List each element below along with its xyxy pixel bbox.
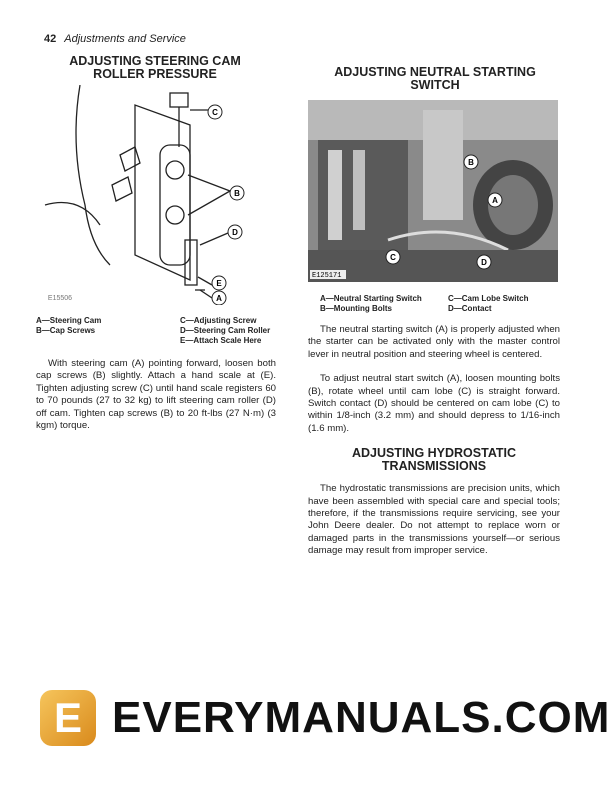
left-title: ADJUSTING STEERING CAM ROLLER PRESSURE — [69, 54, 241, 81]
right-para1 — [308, 324, 560, 361]
left-legend-col2 — [180, 316, 270, 346]
right-para3-text: The hydrostatic transmissions are precision units, which have been assembled with special care and special tools; therefore, if the transmissions require servicing, see your John Deere dealer. Do not attempt to replace worn or damaged parts in the transmissions yourself—or serious damage may result from improper service. — [308, 483, 560, 557]
callout-c: C — [212, 108, 218, 117]
callout-d: D — [232, 228, 238, 237]
left-text-column — [36, 316, 276, 432]
steering-cam-illustration — [40, 85, 250, 305]
page-header — [44, 33, 186, 45]
right-legend — [308, 294, 560, 314]
right-para2 — [308, 373, 560, 435]
right-para1-text: The neutral starting switch (A) is properly adjusted when the starter can be activated only with the master control lever in neutral position and steering wheel is centered. — [308, 324, 560, 360]
legend-item: A—Neutral Starting Switch — [320, 294, 422, 303]
legend-item: E—Attach Scale Here — [180, 336, 262, 345]
left-body-text: With steering cam (A) pointing forward, loosen both cap screws (B) slightly. Attach a hand scale at (E). Tighten adjusting screw (C) until hand scale registers 60 to 70 pounds (27 to 32 kg) to lift steering cam roller (D) off cam. Tighten cap screws (B) to 20 ft-lbs (27 N·m) (3 kgm) torque. — [36, 358, 276, 432]
legend-item: C—Adjusting Screw — [180, 316, 257, 325]
right-para3 — [308, 483, 560, 557]
right-title2: ADJUSTING HYDROSTATIC TRANSMISSIONS — [351, 446, 517, 474]
page-number: 42 — [44, 33, 57, 45]
legend-item: A—Steering Cam — [36, 316, 102, 325]
watermark: EVERYMANUALS.COM — [112, 693, 611, 742]
left-body — [36, 358, 276, 432]
figure-id: E125171 — [312, 272, 342, 280]
callout-a: A — [492, 196, 498, 205]
legend-item: C—Cam Lobe Switch — [448, 294, 529, 303]
right-text-column — [308, 294, 560, 558]
right-para2-text: To adjust neutral start switch (A), loosen mounting bolts (B), rotate wheel until cam lobe (C) is straight forward. Switch contact (D) should be centered on cam lobe (C) to within 1/8-inch (3.2 mm) and should depress to 1/16-inch (1.6 mm). — [308, 373, 560, 434]
right-title: ADJUSTING NEUTRAL STARTING SWITCH — [334, 65, 536, 92]
right-legend-col1 — [320, 294, 448, 314]
callout-d: D — [481, 258, 487, 267]
watermark-logo: E — [40, 690, 96, 746]
neutral-switch-photo — [308, 100, 558, 282]
callout-b: B — [468, 158, 474, 167]
right-legend-col2 — [448, 294, 528, 314]
legend-item: B—Mounting Bolts — [320, 304, 392, 313]
callout-b: B — [234, 189, 240, 198]
callout-e: E — [216, 279, 222, 288]
legend-item: D—Contact — [448, 304, 492, 313]
figure-id: E15506 — [47, 295, 73, 302]
left-legend-col1 — [36, 316, 180, 346]
left-legend — [36, 316, 276, 346]
section-title: Adjustments and Service — [64, 33, 186, 45]
legend-item: B—Cap Screws — [36, 326, 96, 335]
legend-item: D—Steering Cam Roller — [180, 326, 271, 335]
callout-c: C — [390, 253, 396, 262]
callout-a: A — [216, 294, 222, 303]
watermark-area — [40, 690, 610, 746]
